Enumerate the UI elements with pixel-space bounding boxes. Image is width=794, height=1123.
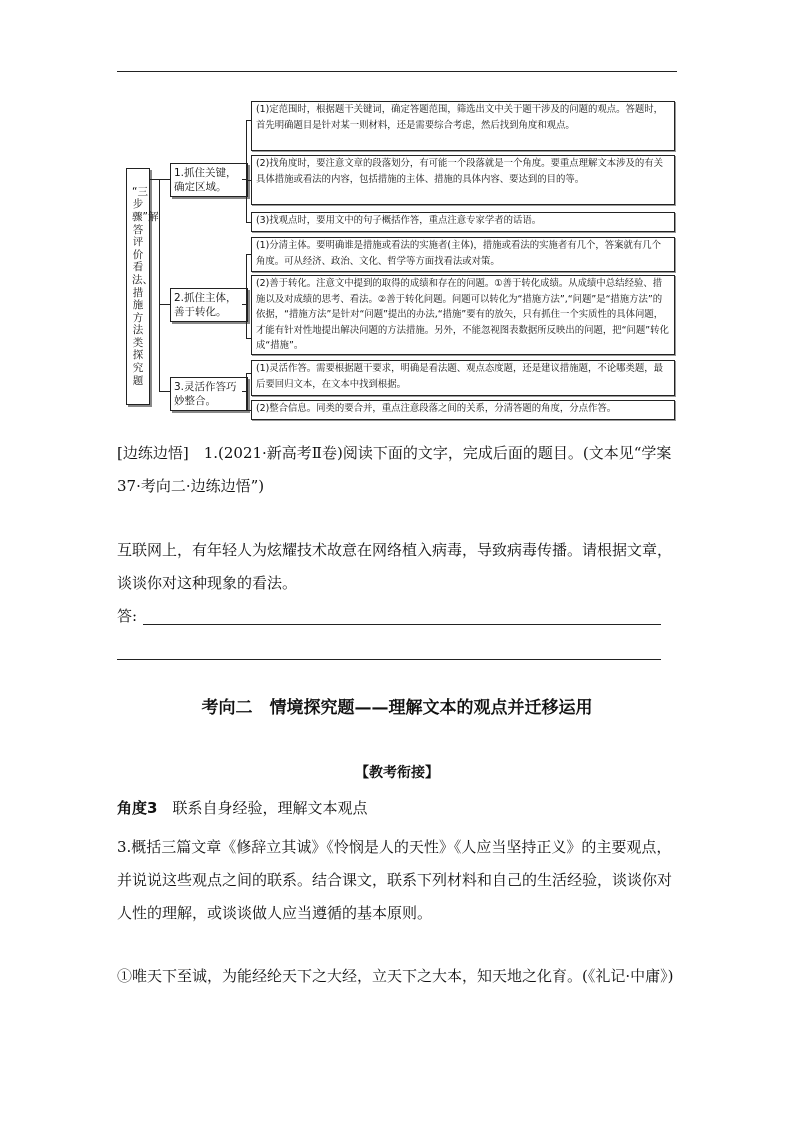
practice-question: 互联网上，有年轻人为炫耀技术故意在网络植入病毒，导致病毒传播。请根据文章，谈谈你对这种现象的看法。 <box>117 541 673 592</box>
method-diagram <box>118 95 678 425</box>
step-1-point-3 <box>251 212 675 232</box>
material-1: ①唯天下至诚，为能经纶天下之大经，立天下之大本，知天地之化育。(《礼记·中庸》) <box>117 967 674 985</box>
step-2-point-1-text: (1)分清主体。要明确谁是措施或看法的实施者(主体)，措施或看法的实施者有几个，答案就有几个角度。可从经济、政治、文化、哲学等方面找看法或对策。 <box>256 240 661 267</box>
answer-line-1[interactable] <box>143 624 661 625</box>
step-1-point-3-text: (3)找观点时，要用文中的句子概括作答，重点注意专家学者的话语。 <box>256 215 542 226</box>
header-rule <box>117 71 677 72</box>
step-1-point-2-text: (2)找角度时，要注意文章的段落划分，有可能一个段落就是一个角度。要重点理解文本涉及的有关具体措施或看法的内容，包括措施的主体、措施的具体内容、要达到的目的等。 <box>256 158 664 185</box>
step-3-point-1 <box>251 360 675 396</box>
diagram-title: “三步骤”解答评价看法、措施方法类探究题 <box>132 185 159 387</box>
step-1-point-2 <box>251 155 675 205</box>
diagram-title-box <box>126 168 159 405</box>
step-2-node <box>170 288 248 322</box>
section-heading: 考向二 情境探究题——理解文本的观点并迁移运用 <box>201 698 593 718</box>
question-3: 3.概括三篇文章《修辞立其诚》《怜悯是人的天性》《人应当坚持正义》的主要观点，并说说这些观点之间的联系。结合课文，联系下列材料和自己的生活经验，谈谈你对人性的理解，或谈谈做人应当遵循的基本原则。 <box>117 838 673 922</box>
step-1-label: 1.抓住关键，确定区域。 <box>174 167 237 193</box>
step-1-point-1-text: (1)定范围时，根据题干关键词，确定答题范围，筛选出文中关于题干涉及的问题的观点。答题时，首先明确题目是针对某一则材料，还是需要综合考虑，然后找到角度和观点。 <box>256 104 664 131</box>
step-3-point-2 <box>251 400 675 420</box>
step-2-point-1 <box>251 237 675 272</box>
answer-line-2[interactable] <box>117 659 661 660</box>
answer-label: 答: <box>117 607 138 625</box>
step-1-node <box>170 163 248 197</box>
step-3-node <box>170 377 248 411</box>
step-3-point-2-text: (2)整合信息。同类的要合并，重点注意段落之间的关系，分清答题的角度，分点作答。 <box>256 403 617 414</box>
step-2-label: 2.抓住主体，善于转化。 <box>174 292 237 318</box>
section-subheading: 【教考衔接】 <box>355 765 439 781</box>
angle-label: 角度3 <box>117 799 158 817</box>
step-2-point-2 <box>251 275 675 355</box>
step-2-point-2-text: (2)善于转化。注意文中提到的取得的成绩和存在的问题。①善于转化成绩。从成绩中总结经验、措施以及对成绩的思考、看法。②善于转化问题。问题可以转化为“措施方法”,“问题”是“措施方法”的依据，“措施方法”是针对“问题”提出的办法,“措施”要有的放矢，只有抓住一个实质性的具体问题，才能有针对性地提出解决问题的方法措施。另外，不能忽视图表数据所反映出的问题，把“问题”转化成“措施”。 <box>256 278 669 352</box>
step-3-point-1-text: (1)灵活作答。需要根据题干要求，明确是看法题、观点态度题，还是建议措施题，不论哪类题，最后要回归文本，在文本中找到根据。 <box>256 363 664 390</box>
practice-intro: [边练边悟] 1.(2021·新高考Ⅱ卷)阅读下面的文字，完成后面的题目。(文本见“学案37·考向二·边练边悟”) <box>117 444 672 495</box>
angle-text: 联系自身经验，理解文本观点 <box>172 799 368 817</box>
step-1-point-1 <box>251 101 675 151</box>
step-3-label: 3.灵活作答巧妙整合。 <box>174 381 237 407</box>
angle-line <box>117 797 367 818</box>
